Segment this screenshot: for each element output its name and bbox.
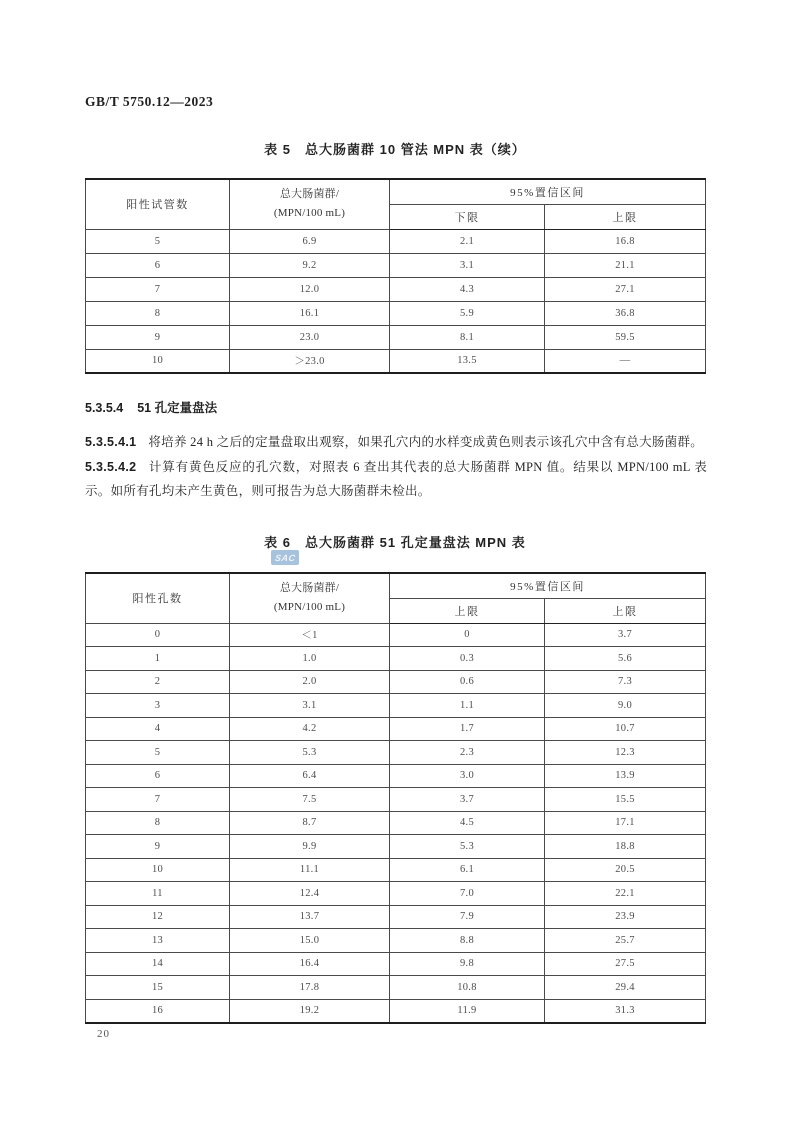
paragraph-53542-number: 5.3.5.4.2 [85,459,137,474]
cell-mpn-value: 8.7 [230,811,390,835]
table-row [86,717,706,741]
cell-ci-upper: 9.0 [545,694,706,718]
cell-mpn-value: 13.7 [230,905,390,929]
cell-ci-lower: 0 [390,623,545,647]
cell-mpn-value: 12.0 [230,277,390,301]
table-row [86,858,706,882]
cell-mpn-value: 2.0 [230,670,390,694]
cell-ci-lower: 3.1 [390,253,545,277]
cell-mpn-value: 11.1 [230,858,390,882]
cell-positive-count: 10 [86,858,230,882]
table-row [86,277,706,301]
paragraph-53542 [85,455,707,504]
cell-mpn-value: 5.3 [230,741,390,765]
cell-positive-count: 4 [86,717,230,741]
table-row [86,976,706,1000]
table-row [86,811,706,835]
cell-ci-lower: 6.1 [390,858,545,882]
cell-mpn-value: 6.9 [230,229,390,253]
cell-positive-count: 12 [86,905,230,929]
cell-ci-lower: 5.3 [390,835,545,859]
table5-mpn-10-tube [85,178,706,374]
cell-ci-lower: 10.8 [390,976,545,1000]
cell-ci-upper: 20.5 [545,858,706,882]
table-row [86,301,706,325]
cell-positive-count: 11 [86,882,230,906]
cell-positive-count: 14 [86,952,230,976]
cell-mpn-value: 1.0 [230,647,390,671]
cell-positive-count: 13 [86,929,230,953]
cell-positive-count: 8 [86,301,230,325]
table5-col-mpn-line2: (MPN/100 mL) [273,207,346,220]
cell-ci-upper: 7.3 [545,670,706,694]
cell-ci-upper: 16.8 [545,229,706,253]
cell-positive-count: 10 [86,349,230,373]
cell-mpn-value: 6.4 [230,764,390,788]
cell-ci-upper: 25.7 [545,929,706,953]
table5-col-ci-upper: 上限 [545,204,706,229]
cell-ci-upper: 27.1 [545,277,706,301]
cell-ci-upper: 18.8 [545,835,706,859]
cell-ci-upper: 17.1 [545,811,706,835]
cell-mpn-value: 4.2 [230,717,390,741]
cell-ci-lower: 2.3 [390,741,545,765]
cell-ci-upper: 3.7 [545,623,706,647]
cell-mpn-value: 23.0 [230,325,390,349]
cell-ci-upper: 15.5 [545,788,706,812]
cell-ci-upper: 13.9 [545,764,706,788]
table-row [86,788,706,812]
cell-ci-lower: 3.0 [390,764,545,788]
cell-positive-count: 9 [86,835,230,859]
cell-ci-lower: 9.8 [390,952,545,976]
table5-col-mpn-line1: 总大肠菌群/ [279,188,340,201]
cell-positive-count: 7 [86,277,230,301]
table5-col-positive-tubes: 阳性试管数 [86,179,230,229]
table5-col-ci-lower: 下限 [390,204,545,229]
cell-positive-count: 2 [86,670,230,694]
cell-ci-upper: 31.3 [545,999,706,1023]
table-row [86,670,706,694]
table5-col-mpn [230,179,390,229]
cell-ci-lower: 1.7 [390,717,545,741]
section-heading-5354 [85,398,705,416]
paragraph-53541 [85,430,707,455]
cell-positive-count: 7 [86,788,230,812]
cell-mpn-value: 15.0 [230,929,390,953]
paragraph-53541-number: 5.3.5.4.1 [85,435,137,449]
cell-mpn-value: 16.1 [230,301,390,325]
standard-code: GB/T 5750.12—2023 [85,94,214,109]
table6-col-mpn [230,573,390,623]
section-paragraphs [85,430,707,504]
sac-watermark-badge [271,550,299,565]
table6-col-mpn-line1: 总大肠菌群/ [279,582,340,595]
cell-ci-lower: 3.7 [390,788,545,812]
cell-positive-count: 8 [86,811,230,835]
sac-watermark-text: SAC [274,552,296,563]
cell-ci-lower: 2.1 [390,229,545,253]
cell-positive-count: 0 [86,623,230,647]
cell-ci-lower: 4.5 [390,811,545,835]
section-heading-title: 51 孔定量盘法 [137,401,218,415]
cell-ci-lower: 8.1 [390,325,545,349]
table-row [86,694,706,718]
cell-ci-lower: 13.5 [390,349,545,373]
table-row [86,929,706,953]
cell-ci-lower: 7.9 [390,905,545,929]
cell-positive-count: 5 [86,741,230,765]
cell-ci-upper: 27.5 [545,952,706,976]
cell-positive-count: 6 [86,253,230,277]
cell-ci-upper: 59.5 [545,325,706,349]
table-row [86,349,706,373]
cell-ci-upper: 21.1 [545,253,706,277]
table6-col-mpn-line2: (MPN/100 mL) [273,601,346,614]
paragraph-53541-text: 将培养 24 h 之后的定量盘取出观察，如果孔穴内的水样变成黄色则表示该孔穴中含有总大肠菌群。 [148,435,704,449]
cell-positive-count: 3 [86,694,230,718]
table-row [86,229,706,253]
table5-col-ci-group: 95%置信区间 [390,179,706,204]
table6-header [86,573,706,623]
cell-mpn-value: 12.4 [230,882,390,906]
table-row [86,835,706,859]
table5-caption: 表 5 总大肠菌群 10 管法 MPN 表（续） [264,142,526,157]
table6-col-ci-left: 上限 [390,598,545,623]
cell-positive-count: 15 [86,976,230,1000]
cell-ci-upper: 10.7 [545,717,706,741]
table-row [86,325,706,349]
cell-mpn-value: 7.5 [230,788,390,812]
cell-ci-upper: 22.1 [545,882,706,906]
cell-mpn-value: 16.4 [230,952,390,976]
table6-col-positive-wells: 阳性孔数 [86,573,230,623]
table-row [86,253,706,277]
cell-ci-lower: 8.8 [390,929,545,953]
table-row [86,741,706,765]
cell-mpn-value: 19.2 [230,999,390,1023]
cell-positive-count: 5 [86,229,230,253]
cell-ci-lower: 0.3 [390,647,545,671]
cell-mpn-value: ＜1 [230,623,390,647]
cell-ci-lower: 1.1 [390,694,545,718]
cell-mpn-value: 3.1 [230,694,390,718]
table-row [86,882,706,906]
cell-ci-upper: 5.6 [545,647,706,671]
table-row [86,952,706,976]
table6-body [86,623,706,1023]
table-row [86,764,706,788]
cell-ci-lower: 5.9 [390,301,545,325]
section-heading-number: 5.3.5.4 [85,401,124,415]
cell-positive-count: 6 [86,764,230,788]
table-row [86,623,706,647]
table5-header [86,179,706,229]
cell-mpn-value: 9.2 [230,253,390,277]
cell-ci-upper: 12.3 [545,741,706,765]
table6-caption: 表 6 总大肠菌群 51 孔定量盘法 MPN 表 [264,535,526,550]
table-row [86,647,706,671]
cell-positive-count: 16 [86,999,230,1023]
table6-col-ci-right: 上限 [545,598,706,623]
paragraph-53542-text: 计算有黄色反应的孔穴数，对照表 6 查出其代表的总大肠菌群 MPN 值。结果以 MPN/100 mL 表示。如所有孔均未产生黄色，则可报告为总大肠菌群未检出。 [85,459,707,498]
cell-ci-lower: 11.9 [390,999,545,1023]
page-number: 20 [97,1028,110,1040]
table6-mpn-51-well [85,572,706,1024]
cell-ci-upper: 36.8 [545,301,706,325]
cell-mpn-value: ＞23.0 [230,349,390,373]
cell-ci-upper: 23.9 [545,905,706,929]
table-row [86,999,706,1023]
cell-ci-lower: 0.6 [390,670,545,694]
cell-ci-upper: 29.4 [545,976,706,1000]
table6-col-ci-group: 95%置信区间 [390,573,706,598]
cell-mpn-value: 9.9 [230,835,390,859]
cell-ci-lower: 4.3 [390,277,545,301]
cell-mpn-value: 17.8 [230,976,390,1000]
table-row [86,905,706,929]
cell-positive-count: 9 [86,325,230,349]
table5-body [86,229,706,373]
cell-ci-upper: — [545,349,706,373]
cell-ci-lower: 7.0 [390,882,545,906]
cell-positive-count: 1 [86,647,230,671]
